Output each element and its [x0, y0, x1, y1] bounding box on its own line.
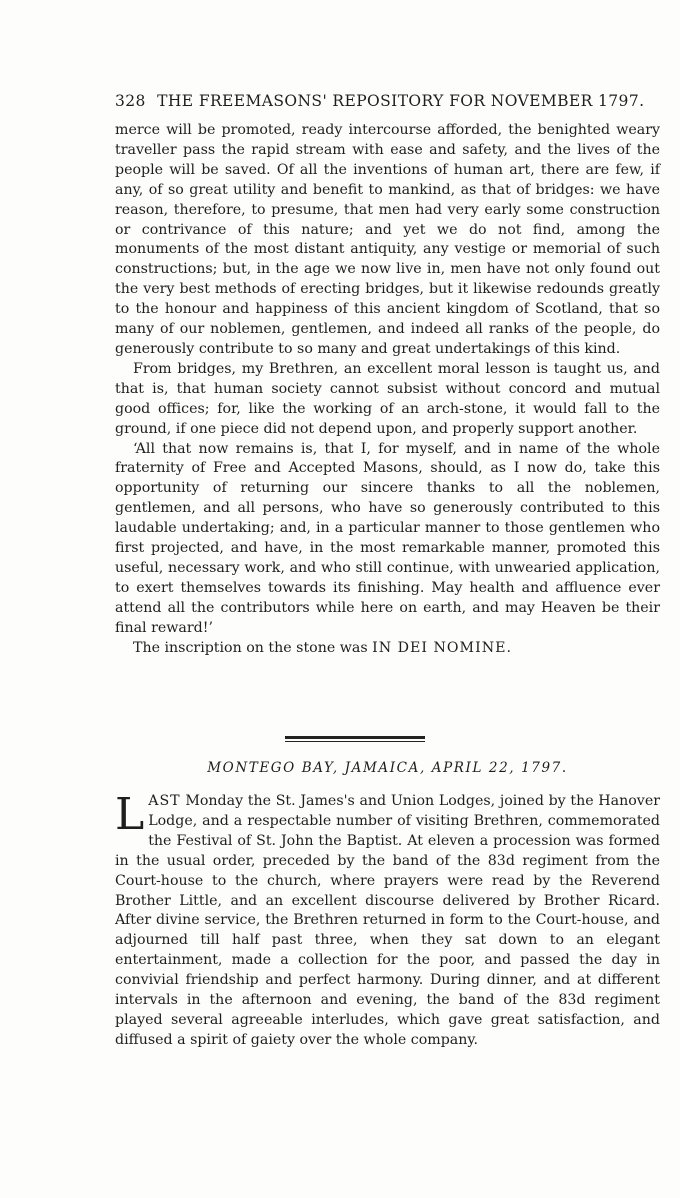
inscription-line [115, 639, 660, 659]
article-body: Monday the St. James's and Union Lodges, joined by the Hanover Lodge, and a respectable number of visiting Brethren, commemorated the Festival of St. John the Baptist. At eleven a procession was formed in the usual order, preceded by the band of the 83d regiment from the Court-house to the church, where prayers were read by the Reverend Brother Little, and an excellent discourse delivered by Brother Ricard. After divine service, the Brethren returned in form to the Court-house, and adjourned till half past three, when they sat down to an elegant entertainment, made a collection for the poor, and passed the day in convivial friendship and perfect harmony. During dinner, and at different intervals in the afternoon and evening, the band of the 83d regiment played several agreeable interludes, which gave great satisfaction, and diffused a spirit of gaiety over the whole company. [115, 793, 660, 1048]
paragraph: From bridges, my Brethren, an excellent moral lesson is taught us, and that is, that human society cannot subsist without concord and mutual good offices; for, like the working of an arch-stone, it would fall to the ground, if one piece did not depend upon, and properly support another. [115, 360, 660, 437]
paragraph: ‘All that now remains is, that I, for myself, and in name of the whole fraternity of Free and Accepted Masons, should, as I now do, take this opportunity of returning our sincere thanks to all the noblemen, gentlemen, and all persons, who have so generously contributed to this laudable undertaking; and, in a particular manner to those gentlemen who first projected, and have, in the most remarkable manner, promoted this useful, necessary work, and who still continue, with unwearied application, to exert themselves towards its finishing. May health and affluence ever attend all the contributors while here on earth, and may Heaven be their final reward!’ [115, 440, 660, 636]
page-number: 328 [115, 92, 146, 110]
section-divider [285, 736, 425, 742]
article-montego-bay [115, 789, 660, 1051]
dateline: MONTEGO BAY, JAMAICA, APRIL 22, 1797. [207, 760, 568, 776]
drop-cap: L [115, 789, 145, 840]
inscription-text: IN DEI NOMINE. [372, 639, 512, 656]
running-head [115, 92, 660, 110]
article-bridge-speech [115, 121, 660, 658]
divider-thin-rule [285, 741, 425, 742]
paragraph: merce will be promoted, ready intercourse afforded, the benighted weary traveller pass the rapid stream with ease and safety, and the lives of the people will be saved. Of all the inventions of human art, there are few, if any, of so great utility and benefit to mankind, as that of bridges: we have reason, therefore, to presume, that men had very early some construction or contrivance of this nature; and yet we do not find, among the monuments of the most distant antiquity, any vestige or memorial of such constructions; but, in the age we now live in, men have not only found out the very best methods of erecting bridges, but it likewise redounds greatly to the honour and happiness of this ancient kingdom of Scotland, that so many of our noblemen, gentlemen, and indeed all ranks of the people, do generously contribute to so many and great undertakings of this kind. [115, 122, 660, 357]
paragraph [115, 789, 660, 1051]
inscription-intro: The inscription on the stone was [133, 639, 368, 656]
first-word: AST [148, 793, 181, 809]
running-title: THE FREEMASONS' REPOSITORY FOR NOVEMBER 1797. [157, 92, 645, 110]
divider-thick-rule [285, 736, 425, 739]
